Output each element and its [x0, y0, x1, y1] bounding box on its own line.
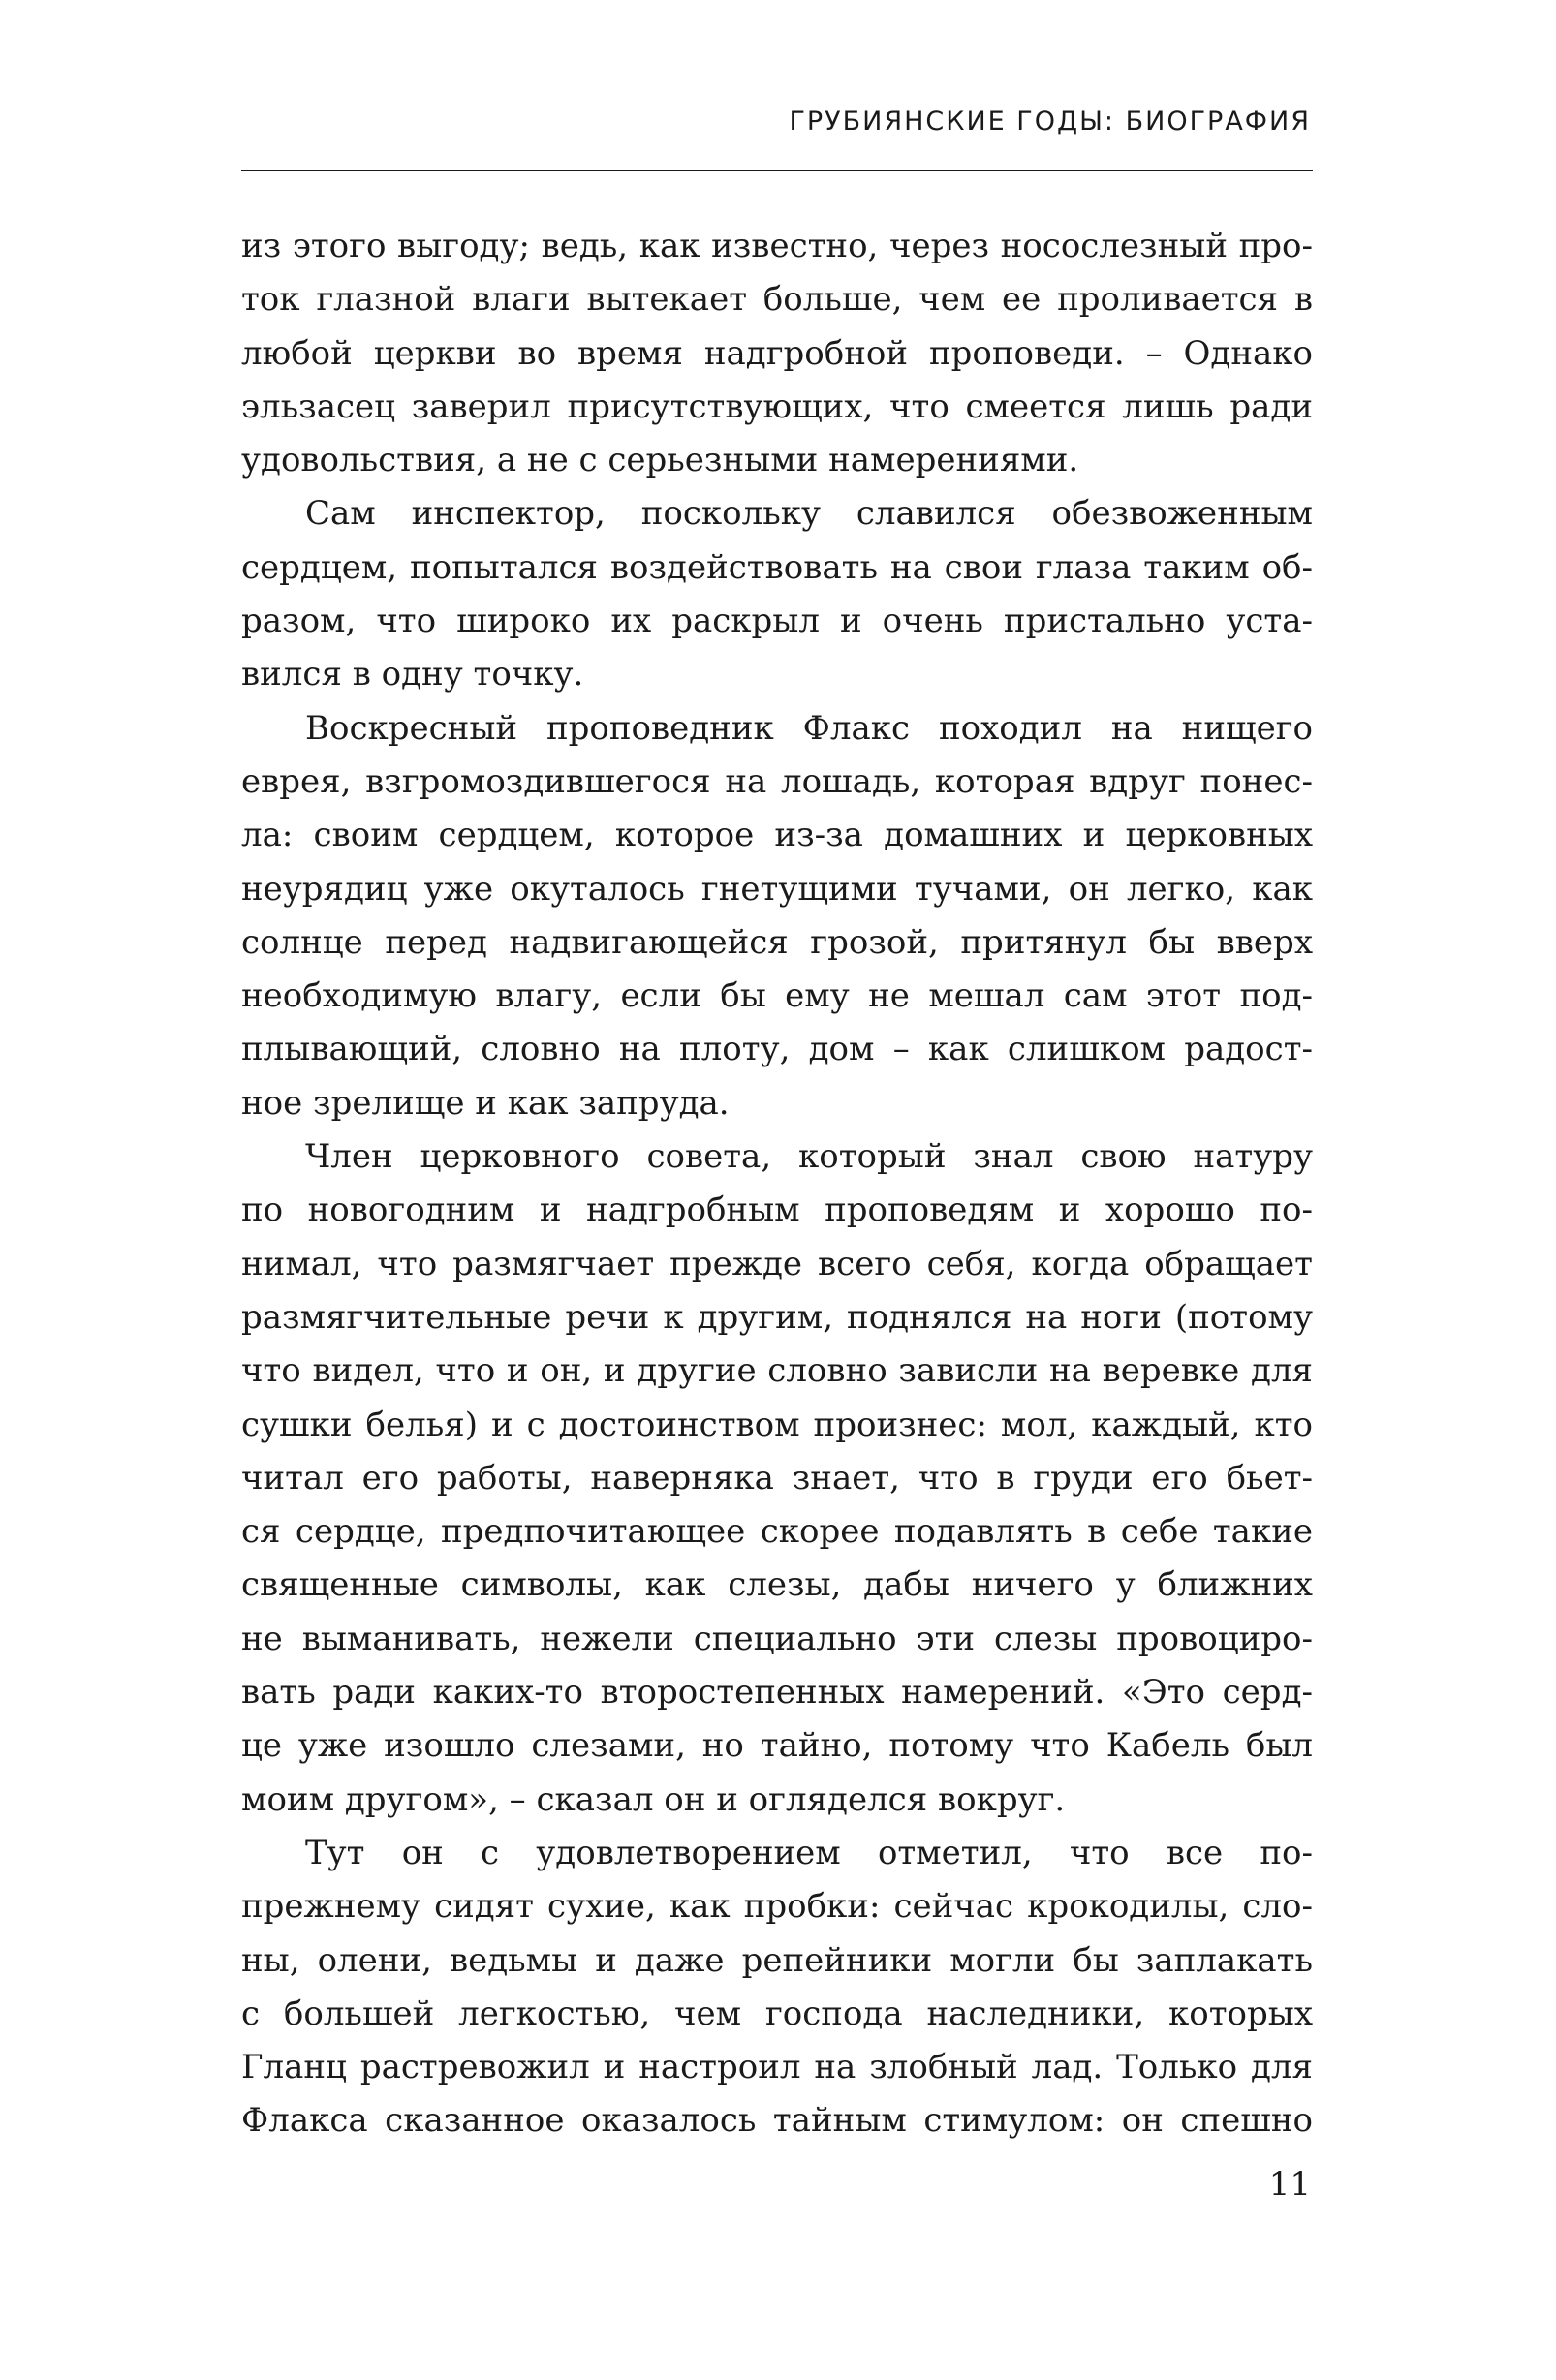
text-line: вать ради каких-то второстепенных намерений. «Это серд-: [241, 1673, 1313, 1713]
text-line: сердцем, попытался воздействовать на свои глаза таким об-: [241, 547, 1313, 587]
text-line: священные символы, как слезы, дабы ничего у ближних: [241, 1565, 1313, 1605]
text-line: Тут он с удовлетворением отметил, что все по-: [305, 1833, 1313, 1872]
text-line: читал его работы, наверняка знает, что в груди его бьет-: [241, 1458, 1313, 1498]
text-line: це уже изошло слезами, но тайно, потому что Кабель был: [241, 1726, 1313, 1766]
text-line: эльзасец заверил присутствующих, что смеется лишь ради: [241, 386, 1313, 426]
text-line: из этого выгоду; ведь, как известно, через носослезный про-: [241, 227, 1313, 265]
text-line: плывающий, словно на плоту, дом – как слишком радост-: [241, 1030, 1313, 1069]
text-line: ток глазной влаги вытекает больше, чем ее проливается в: [241, 280, 1313, 320]
page-number: 11: [1268, 2165, 1311, 2204]
text-line: нимал, что размягчает прежде всего себя, когда обращает: [241, 1244, 1313, 1283]
body-text: [241, 220, 1313, 2148]
running-head: ГРУБИЯНСКИЕ ГОДЫ: БИОГРАФИЯ: [789, 107, 1311, 137]
text-line: размягчительные речи к другим, поднялся на ноги (потому: [241, 1297, 1313, 1337]
text-line: Воскресный проповедник Флакс походил на нищего: [305, 708, 1313, 748]
text-line: ся сердце, предпочитающее скорее подавлять в себе такие: [241, 1512, 1313, 1552]
text-line: Флакса сказанное оказалось тайным стимулом: он спешно: [241, 2101, 1313, 2141]
text-line: моим другом», – сказал он и огляделся вокруг.: [241, 1779, 1066, 1819]
text-line: вился в одну точку.: [241, 655, 584, 695]
text-line: ны, олени, ведьмы и даже репейники могли бы заплакать: [241, 1940, 1313, 1980]
text-line: ла: своим сердцем, которое из-за домашних и церковных: [241, 816, 1313, 855]
text-line: удовольствия, а не с серьезными намерениями.: [241, 441, 1079, 480]
text-line: разом, что широко их раскрыл и очень пристально уста-: [241, 602, 1313, 641]
text-line: любой церкви во время надгробной проповеди. – Однако: [241, 333, 1313, 373]
text-line: по новогодним и надгробным проповедям и хорошо по-: [241, 1190, 1313, 1230]
text-line: прежнему сидят сухие, как пробки: сейчас крокодилы, сло-: [241, 1887, 1313, 1927]
text-line: Член церковного совета, который знал свою натуру: [305, 1137, 1313, 1177]
text-line: Сам инспектор, поскольку славился обезвоженным: [305, 494, 1313, 534]
text-line: необходимую влагу, если бы ему не мешал сам этот под-: [241, 976, 1313, 1016]
text-line: Гланц растревожил и настроил на злобный лад. Только для: [241, 2048, 1313, 2087]
header-rule: [241, 170, 1313, 171]
text-line: солнце перед надвигающейся грозой, притянул бы вверх: [241, 922, 1313, 962]
text-line: что видел, что и он, и другие словно зависли на веревке для: [241, 1351, 1313, 1391]
text-line: еврея, взгромоздившегося на лошадь, которая вдруг понес-: [241, 761, 1313, 801]
text-line: с большей легкостью, чем господа наследники, которых: [241, 1994, 1313, 2033]
text-line: ное зрелище и как запруда.: [241, 1083, 730, 1123]
text-line: сушки белья) и с достоинством произнес: мол, каждый, кто: [241, 1405, 1313, 1444]
text-line: неурядиц уже окуталось гнетущими тучами, он легко, как: [241, 869, 1313, 909]
text-line: не выманивать, нежели специально эти слезы провоциро-: [241, 1619, 1313, 1658]
